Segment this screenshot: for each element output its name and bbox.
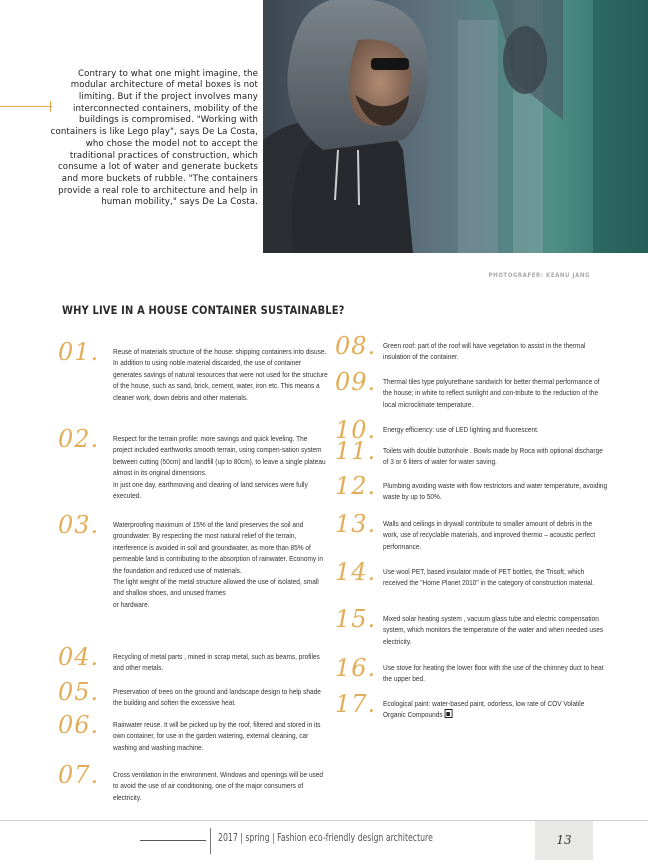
- item-text: Plumbing avoiding waste with flow restrictors and water temperature, avoiding waste by up to 50%.: [383, 481, 608, 502]
- item-number: 03.: [58, 511, 100, 539]
- item-number: 12.: [335, 472, 377, 500]
- item-number: 17.: [335, 690, 377, 718]
- item-text: Mixed solar heating system , vacuum glass tube and electric compensation system, which monitors the temperature of the water and when needed uses electricity.: [383, 614, 604, 646]
- item-number: 14.: [335, 558, 377, 586]
- photo-credit: PHOTOGRAFER: KEANU JANG: [488, 272, 590, 279]
- item-text: Thermal tiles type polyurethane sandwich for better thermal performance of the house; in white to reflect sunlight and con-tribute to the reduction of the local microclimate temperature.: [383, 377, 600, 409]
- section-heading: WHY LIVE IN A HOUSE CONTAINER SUSTAINABLE?: [62, 303, 345, 317]
- item-text: Reuse of materials structure of the house: shipping containers into disuse. In addition to using noble material discarded, the use of container generates savings of natural resources that were not used for the structure of the house, such as sand, brick, cement, water, iron etc. This means a cleaner work, down debris and other materials.: [113, 347, 328, 402]
- footer-accent-line: [140, 840, 206, 841]
- item-number: 01.: [58, 338, 100, 366]
- item-number: 07.: [58, 761, 100, 789]
- end-of-article-icon: [444, 709, 452, 718]
- item-text: Green roof: part of the roof will have vegetation to assist in the thermal insulation of the container.: [383, 341, 586, 362]
- item-text: Toilets with double buttonhole . Bowls made by Roca with optional discharge of 3 or 6 liters of water for water saving.: [383, 446, 603, 467]
- item-number: 05.: [58, 678, 100, 706]
- item-number: 06.: [58, 711, 100, 739]
- page-number-box: [535, 821, 593, 860]
- item-text: Rainwater reuse. It will be picked up by the roof, filtered and stored in its own container, for use in the garden watering, external cleaning, car washing and washing machine.: [113, 720, 321, 752]
- item-text: Use stove for heating the lower floor with the use of the chimney duct to heat the upper bed.: [383, 663, 604, 684]
- item-number: 02.: [58, 425, 100, 453]
- page-number: 13: [556, 833, 572, 847]
- item-text-content: Ecological paint: water-based paint, odorless, low rate of COV Volatile Organic Compounds: [383, 699, 585, 720]
- item-number: 13.: [335, 510, 377, 538]
- item-number: 16.: [335, 654, 377, 682]
- item-text: Respect for the terrain profile: more savings and quick leveling. The project included earthworks smooth terrain, using compen-sation system between cutting (50cm) and landfill (up to 80cm), to leave a single plateau almost in its original dimensions. In just one day, earthmoving and clearing of land services were fully executed.: [113, 434, 326, 501]
- item-text: Use wool PET, based insulator made of PET bottles, the Trisoft, which received the "Home Planet 2010" in the category of construction material.: [383, 567, 595, 588]
- item-text: Energy efficiency: use of LED lighting and fluorescent.: [383, 425, 539, 434]
- intro-paragraph: Contrary to what one might imagine, the modular architecture of metal boxes is not limiting. But if the project involves many interconnected containers, mobility of the buildings is compromised. "Working with containers is like Lego play", says De La Costa, who chose the model not to accept the traditional practices of construction, which consume a lot of water and generate buckets and more buckets of rubble. "The containers provide a real role to architecture and help in human mobility," says De La Costa.: [50, 68, 258, 208]
- item-text: Walls and ceilings in drywall contribute to smaller amount of debris in the work, use of recyclable materials, and improved thermo – acoustic perfect performance.: [383, 519, 596, 551]
- hero-photo: [263, 0, 648, 253]
- item-number: 10.: [335, 416, 377, 444]
- item-text: [383, 698, 608, 721]
- item-number: 09.: [335, 368, 377, 396]
- item-text: Preservation of trees on the ground and landscape design to help shade the building and soften the excessive heat.: [113, 687, 321, 708]
- hooded-man-photo: [263, 0, 648, 253]
- footer-separator: [210, 828, 211, 854]
- item-text: Waterproofing maximum of 15% of the land preserves the soil and groundwater. By respecting the most natural relief of the terrain, interference is avoided in soil and groundwater, as more than 85% of permeable land is contributing to the absorption of rainwater. Economy in the foundation and reduced use of materials. The light weight of the metal structure allowed the use of isolated, small and shallow shoes, and unused frames or hardware.: [113, 520, 324, 609]
- footer-running-title: 2017 | spring | Fashion eco-friendly design architecture: [218, 832, 433, 844]
- item-text: Cross ventilation in the environment. Windows and openings will be used to avoid the use of air conditioning, one of the major consumers of electricity.: [113, 770, 324, 802]
- item-number: 04.: [58, 643, 100, 671]
- item-number: 15.: [335, 605, 377, 633]
- item-number: 08.: [335, 332, 377, 360]
- item-number: 11.: [335, 437, 377, 465]
- item-text: Recycling of metal parts , mined in scrap metal, such as beams, profiles and other metals.: [113, 652, 320, 673]
